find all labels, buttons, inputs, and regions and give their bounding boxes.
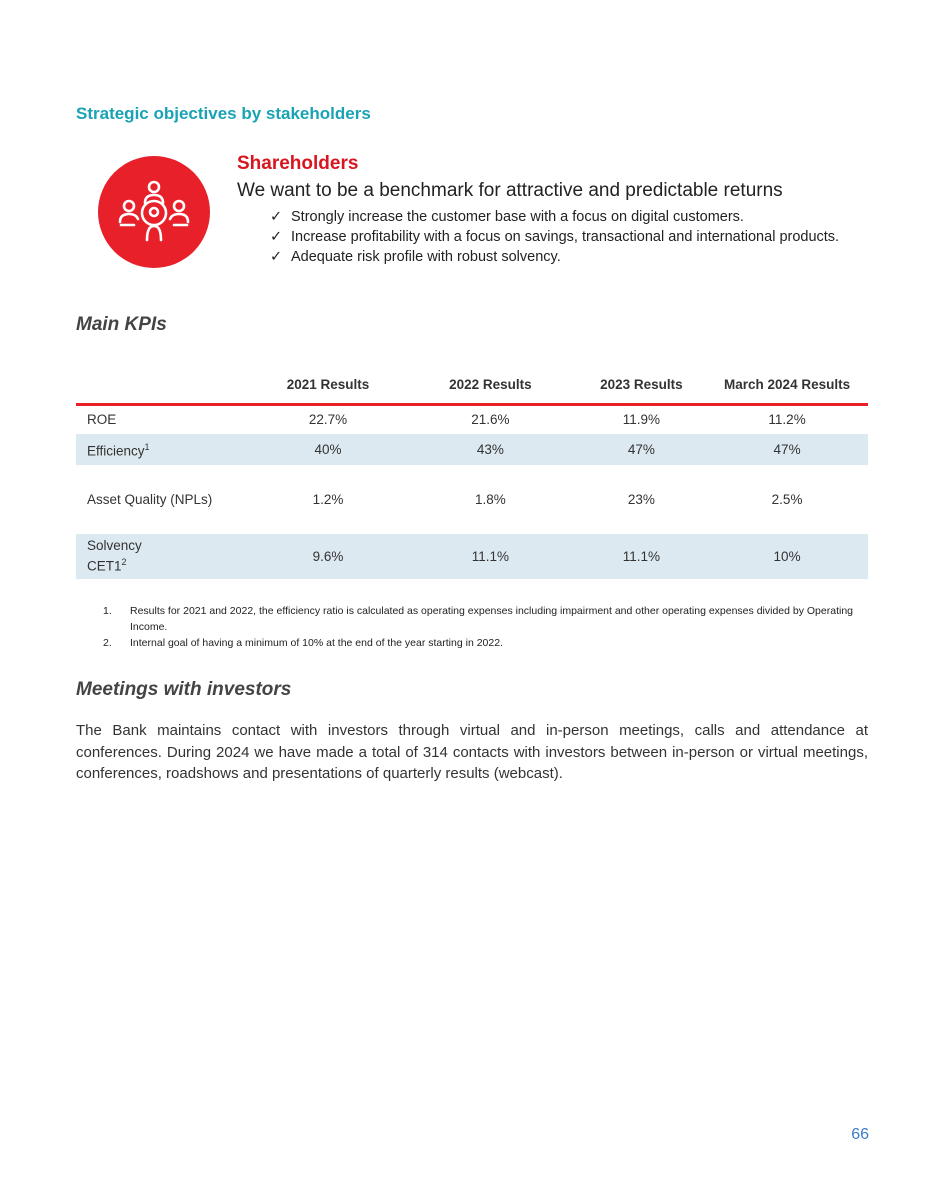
table-row [76, 434, 868, 465]
footnote: 2. Internal goal of having a minimum of 10% at the end of the year starting in 2022. [103, 637, 503, 649]
table-cell: 2.5% [771, 491, 803, 507]
table-cell: 47% [577, 434, 706, 465]
table-cell: 9.6% [252, 534, 404, 579]
objectives-list [270, 207, 865, 267]
table-cell: 11.1% [577, 534, 706, 579]
kpi-title: Main KPIs [76, 314, 167, 335]
table-cell: 11.2% [768, 412, 806, 428]
table-cell: 47% [706, 434, 868, 465]
check-icon: ✓ [270, 249, 283, 265]
list-item: ✓ Adequate risk profile with robust solvency. [270, 249, 561, 265]
meetings-title: Meetings with investors [76, 679, 292, 700]
table-cell: 43% [404, 434, 577, 465]
table-header-cell: 2022 Results [404, 365, 577, 405]
table-header-row [76, 365, 868, 405]
check-icon: ✓ [270, 209, 283, 225]
page-number: 66 [851, 1126, 869, 1143]
table-header-cell: 2023 Results [577, 365, 706, 405]
section-title: Strategic objectives by stakeholders [76, 104, 371, 123]
meetings-body: The Bank maintains contact with investors through virtual and in-person meetings, calls and attendance at conferences. During 2024 we have made a total of 314 contacts with investors between in-person or virtual meetings, conferences, roadshows and presentations of quarterly results (webcast). [76, 722, 868, 782]
table-cell: 1.8% [474, 491, 506, 507]
table-cell: 11.9% [622, 412, 661, 428]
row-label: Efficiency$^1$ [76, 434, 252, 465]
people-group-icon [98, 156, 210, 268]
stakeholder-name: Shareholders [237, 153, 359, 174]
table-header-cell: March 2024 Results [706, 365, 868, 405]
list-item: ✓ Strongly increase the customer base with a focus on digital customers. [270, 209, 744, 225]
table-row [76, 534, 868, 579]
table-cell: 11.1% [404, 534, 577, 579]
footnotes [103, 603, 870, 651]
table-cell: 40% [252, 434, 404, 465]
table-cell: 23% [627, 491, 655, 507]
list-item: ✓ Increase profitability with a focus on savings, transactional and international products. [270, 229, 840, 245]
table-header-cell: 2021 Results [252, 365, 404, 405]
footnote: 1. Results for 2021 and 2022, the efficiency ratio is calculated as operating expenses including impairment and other operating expenses divided by Operating Income. [103, 605, 854, 633]
table-cell: 21.6% [471, 412, 510, 428]
table-row [76, 465, 868, 534]
row-label: Asset Quality (NPLs) [87, 491, 213, 507]
stakeholder-goal: We want to be a benchmark for attractive and predictable returns [237, 180, 783, 201]
table-row [76, 405, 868, 434]
check-icon: ✓ [270, 229, 283, 245]
row-label: ROE [87, 412, 117, 428]
kpi-table [76, 365, 868, 579]
table-header-cell [76, 365, 252, 405]
table-cell: 1.2% [312, 491, 344, 507]
table-cell: 10% [706, 534, 868, 579]
table-cell: 22.7% [308, 412, 348, 428]
row-label: Solvency $CET1^2$ [76, 534, 252, 579]
